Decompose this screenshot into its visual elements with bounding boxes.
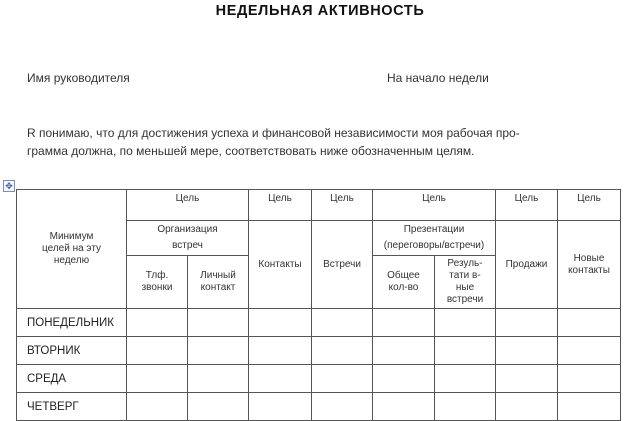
- header-line: ные: [455, 282, 475, 293]
- table-cell[interactable]: [558, 393, 621, 421]
- phone-calls-header: [127, 256, 188, 309]
- table-cell[interactable]: [249, 393, 312, 421]
- goal-header: Цель: [249, 190, 312, 221]
- week-start-label: На начало недели: [387, 71, 489, 85]
- table-cell[interactable]: [312, 309, 373, 337]
- table-row: [17, 393, 621, 421]
- goal-header: Цель: [127, 190, 249, 221]
- header-line: Минимум: [49, 231, 94, 242]
- weekly-activity-table: [16, 189, 621, 421]
- manager-name-label: Имя руководителя: [27, 71, 130, 85]
- table-cell[interactable]: [127, 365, 188, 393]
- organization-of-meetings-header: [127, 221, 249, 256]
- header-line: Тлф.: [145, 270, 169, 281]
- commitment-paragraph: [27, 124, 587, 160]
- header-line: Резуль-: [447, 258, 483, 269]
- goal-header: Цель: [496, 190, 558, 221]
- table-cell[interactable]: [496, 337, 558, 365]
- table-row: [17, 365, 621, 393]
- day-label: ПОНЕДЕЛЬНИК: [17, 309, 127, 337]
- table-cell[interactable]: [435, 337, 496, 365]
- table-cell[interactable]: [188, 393, 249, 421]
- sales-header: Продажи: [496, 221, 558, 309]
- table-cell[interactable]: [249, 365, 312, 393]
- header-line: контакт: [200, 282, 236, 293]
- goal-header: Цель: [312, 190, 373, 221]
- table-cell[interactable]: [188, 309, 249, 337]
- table-row: [17, 309, 621, 337]
- table-cell[interactable]: [127, 393, 188, 421]
- day-label: ЧЕТВЕРГ: [17, 393, 127, 421]
- meetings-header: Встречи: [312, 221, 373, 309]
- table-cell[interactable]: [373, 393, 435, 421]
- minimum-goals-header: [17, 190, 127, 309]
- table-cell[interactable]: [435, 393, 496, 421]
- table-cell[interactable]: [312, 393, 373, 421]
- table-cell[interactable]: [496, 393, 558, 421]
- header-line: Новые: [573, 252, 605, 264]
- contacts-header: Контакты: [249, 221, 312, 309]
- header-line: целей на эту: [41, 243, 102, 254]
- header-line: (переговоры/встречи): [383, 240, 485, 251]
- total-count-header: [373, 256, 435, 309]
- table-cell[interactable]: [188, 337, 249, 365]
- header-line: звонки: [141, 282, 173, 293]
- table-cell[interactable]: [496, 365, 558, 393]
- table-cell[interactable]: [435, 365, 496, 393]
- header-line: тати в-: [449, 270, 481, 281]
- new-contacts-header: [558, 221, 621, 309]
- page-title: НЕДЕЛЬНАЯ АКТИВНОСТЬ: [215, 3, 425, 19]
- header-line: встречи: [446, 294, 484, 305]
- table-cell[interactable]: [127, 337, 188, 365]
- table-row: [17, 337, 621, 365]
- table-cell[interactable]: [558, 365, 621, 393]
- header-line: Общее: [387, 270, 420, 281]
- header-line: Презентации: [403, 224, 465, 235]
- header-line: встреч: [172, 240, 203, 251]
- table-cell[interactable]: [373, 337, 435, 365]
- day-label: ВТОРНИК: [17, 337, 127, 365]
- header-line: Организация: [157, 224, 218, 235]
- personal-contact-header: [188, 256, 249, 309]
- header-line: Личный: [200, 270, 236, 281]
- day-label: СРЕДА: [17, 365, 127, 393]
- goal-header: Цель: [558, 190, 621, 221]
- table-move-handle-icon[interactable]: ✥: [3, 180, 15, 192]
- table-cell[interactable]: [249, 337, 312, 365]
- goal-header: Цель: [373, 190, 496, 221]
- header-line: контакты: [568, 264, 610, 276]
- table-cell[interactable]: [373, 309, 435, 337]
- table-cell[interactable]: [188, 365, 249, 393]
- presentations-header: [373, 221, 496, 256]
- table-cell[interactable]: [558, 309, 621, 337]
- header-line: неделю: [53, 255, 90, 266]
- table-cell[interactable]: [312, 337, 373, 365]
- paragraph-line: грамма должна, по меньшей мере, соответствовать ниже обозначенным целям.: [27, 144, 475, 158]
- table-cell[interactable]: [373, 365, 435, 393]
- table-cell[interactable]: [312, 365, 373, 393]
- paragraph-line: R понимаю, что для достижения успеха и финансовой независимости моя рабочая про-: [27, 126, 520, 140]
- table-cell[interactable]: [249, 309, 312, 337]
- table-cell[interactable]: [127, 309, 188, 337]
- results-header: [435, 256, 496, 309]
- header-line: кол-во: [388, 282, 419, 293]
- table-cell[interactable]: [496, 309, 558, 337]
- table-cell[interactable]: [558, 337, 621, 365]
- table-cell[interactable]: [435, 309, 496, 337]
